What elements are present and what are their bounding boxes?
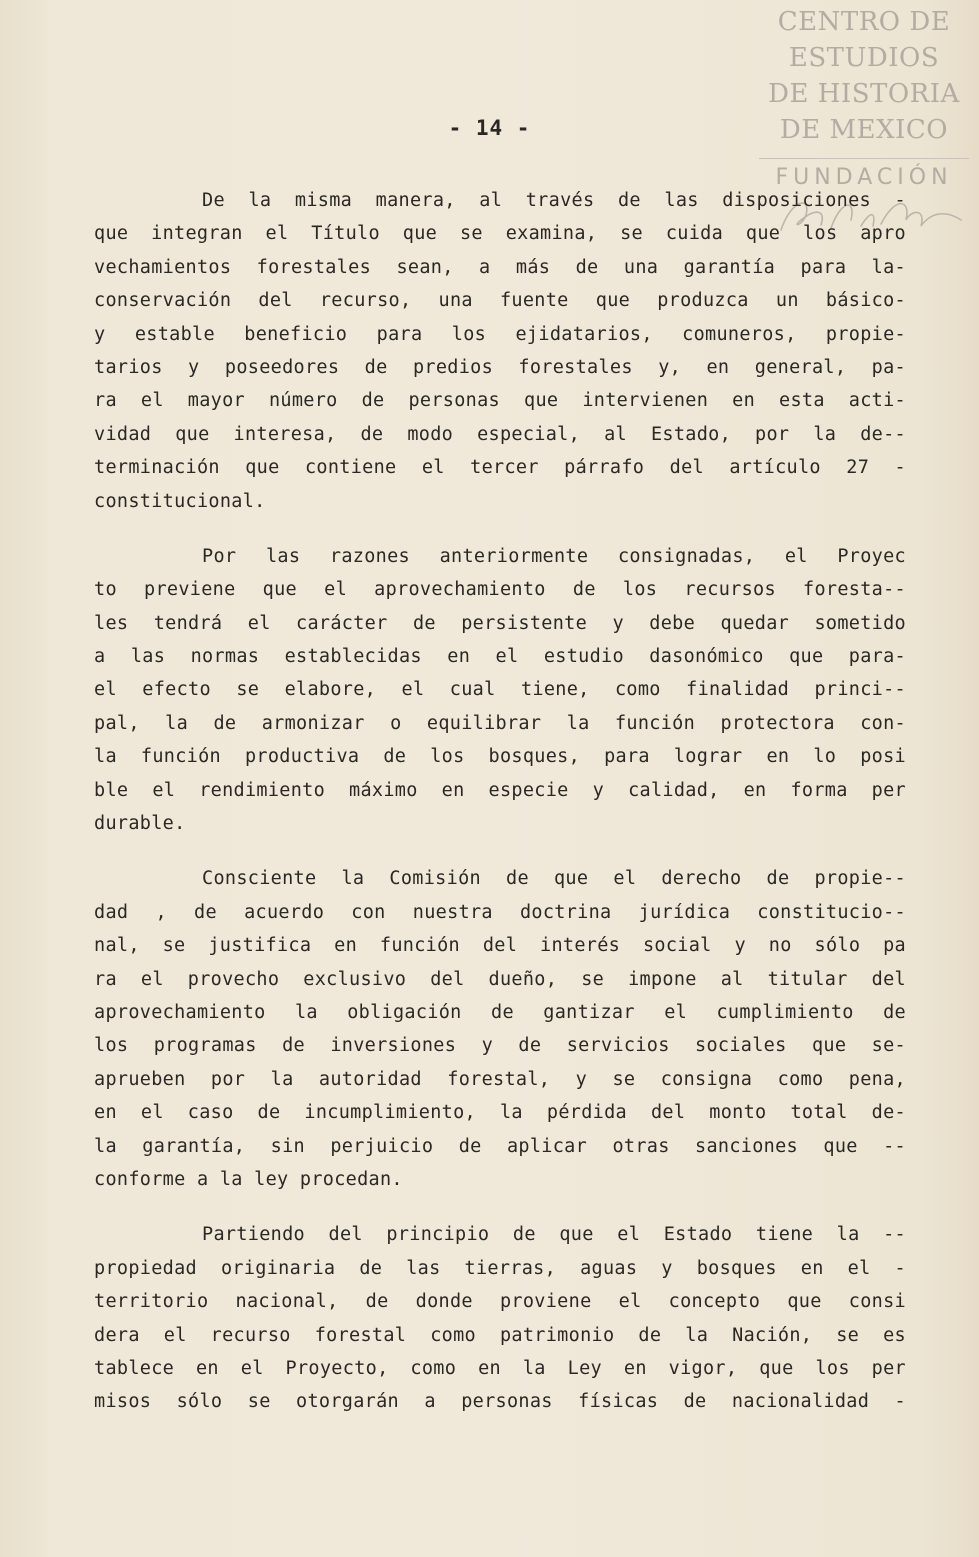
watermark-line: ESTUDIOS — [788, 43, 940, 73]
text-line: durable. — [94, 813, 186, 835]
text-line: Partiendo del principio de que el Estado tiene la -- — [202, 1224, 906, 1246]
paragraph — [94, 184, 906, 518]
text-line: dad , de acuerdo con nuestra doctrina jurídica constitucio-- — [94, 901, 906, 923]
text-line: ra el mayor número de personas que intervienen en esta acti- — [94, 390, 906, 412]
watermark-line: DE HISTORIA — [768, 79, 960, 109]
text-line: vechamientos forestales sean, a más de una garantía para la- — [94, 256, 906, 278]
paragraph — [94, 1218, 906, 1418]
text-line: aprueben por la autoridad forestal, y se consigna como pena, — [94, 1068, 906, 1090]
text-line: la función productiva de los bosques, para lograr en lo posi — [94, 746, 906, 768]
text-line: la garantía, sin perjuicio de aplicar otras sanciones que -- — [94, 1135, 906, 1157]
text-line: que integran el Título que se examina, se cuida que los apro — [94, 223, 906, 245]
text-line: vidad que interesa, de modo especial, al Estado, por la de-- — [94, 423, 906, 445]
archive-watermark — [759, 4, 969, 193]
text-line: constitucional. — [94, 490, 266, 512]
watermark-line: DE MEXICO — [779, 115, 949, 145]
paragraph — [94, 862, 906, 1196]
text-line: ra el provecho exclusivo del dueño, se impone al titular del — [94, 968, 906, 990]
text-line: nal, se justifica en función del interés social y no sólo pa — [94, 935, 906, 957]
text-line: tarios y poseedores de predios forestales y, en general, pa- — [94, 356, 906, 378]
text-line: pal, la de armonizar o equilibrar la función protectora con- — [94, 712, 906, 734]
text-line: conservación del recurso, una fuente que produzca un básico- — [94, 290, 906, 312]
text-line: aprovechamiento la obligación de gantizar el cumplimiento de — [94, 1001, 906, 1023]
text-line: conforme a la ley procedan. — [94, 1168, 403, 1190]
text-line: Consciente la Comisión de que el derecho de propie-- — [202, 868, 906, 890]
text-line: De la misma manera, al través de las disposiciones - — [202, 190, 906, 211]
paragraph — [94, 540, 906, 841]
text-line: dera el recurso forestal como patrimonio de la Nación, se es — [94, 1324, 906, 1346]
text-line: Por las razones anteriormente consignadas, el Proyec — [202, 545, 906, 567]
text-line: propiedad originaria de las tierras, aguas y bosques en el - — [94, 1257, 906, 1279]
text-line: los programas de inversiones y de servicios sociales que se- — [94, 1035, 906, 1057]
text-line: terminación que contiene el tercer párrafo del artículo 27 - — [94, 457, 906, 479]
text-line: en el caso de incumplimiento, la pérdida del monto total de- — [94, 1102, 906, 1124]
text-line: territorio nacional, de donde proviene el concepto que consi — [94, 1291, 906, 1313]
text-line: to previene que el aprovechamiento de los recursos foresta-- — [94, 579, 906, 601]
text-line: el efecto se elabore, el cual tiene, como finalidad princi-- — [94, 679, 906, 701]
text-line: a las normas establecidas en el estudio dasonómico que para- — [94, 646, 906, 668]
text-line: les tendrá el carácter de persistente y debe quedar sometido — [94, 612, 906, 634]
document-body — [94, 184, 906, 1441]
text-line: misos sólo se otorgarán a personas físicas de nacionalidad - — [94, 1391, 906, 1413]
page-number: - 14 - — [448, 116, 531, 140]
text-line: tablece en el Proyecto, como en la Ley en vigor, que los per — [94, 1357, 906, 1379]
text-line: ble el rendimiento máximo en especie y calidad, en forma per — [94, 779, 906, 801]
watermark-foundation: FUNDACIÓN — [759, 158, 969, 193]
watermark-line: CENTRO DE — [777, 7, 951, 37]
text-line: y estable beneficio para los ejidatarios, comuneros, propie- — [94, 323, 906, 345]
